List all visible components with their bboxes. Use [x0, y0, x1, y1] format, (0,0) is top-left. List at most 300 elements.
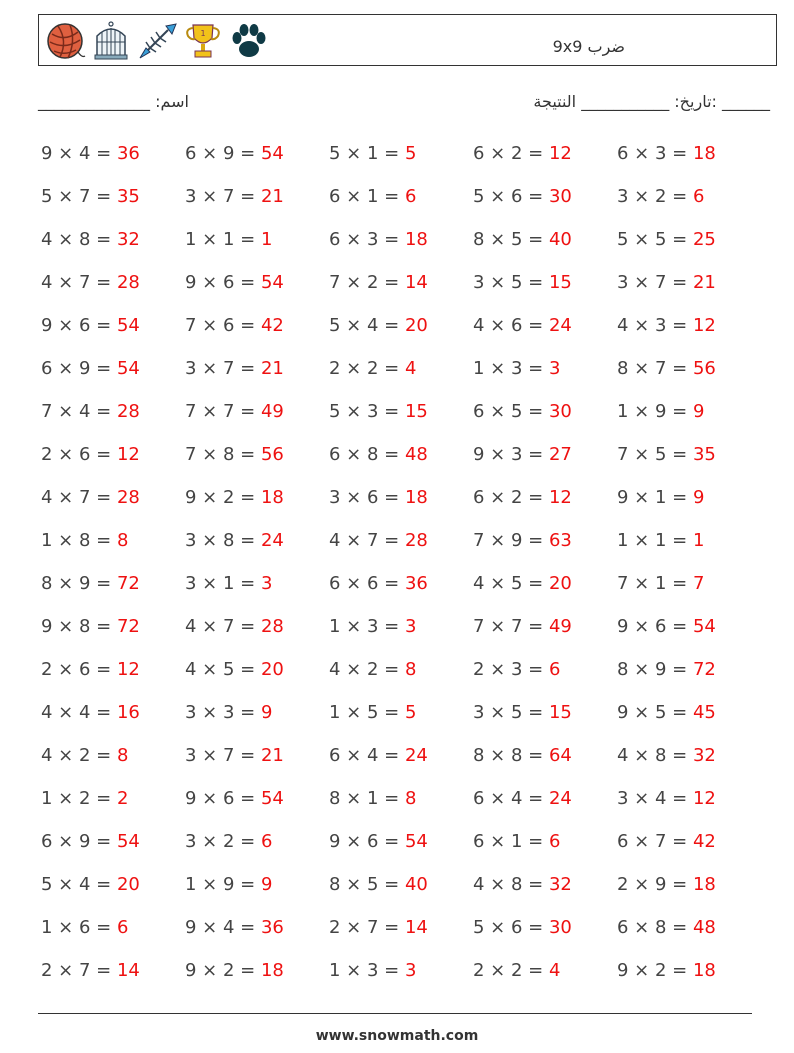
problem-answer: 28: [260, 616, 284, 637]
problem-item: [329, 691, 416, 734]
problem-answer: 20: [404, 315, 428, 336]
problem-item: [473, 820, 560, 863]
problem-item: [329, 132, 416, 175]
problem-answer: 9: [692, 487, 705, 508]
problem-item: [41, 218, 140, 261]
problem-answer: 64: [548, 745, 572, 766]
problem-question: 3 × 7 =: [185, 186, 261, 207]
problem-answer: 49: [260, 401, 284, 422]
svg-text:1: 1: [200, 29, 206, 38]
problem-item: [473, 562, 572, 605]
problem-answer: 21: [260, 358, 284, 379]
problem-item: [617, 863, 716, 906]
problem-answer: 36: [260, 917, 284, 938]
problem-item: [41, 691, 140, 734]
problem-question: 1 × 8 =: [41, 530, 117, 551]
problem-answer: 56: [692, 358, 716, 379]
problem-answer: 18: [260, 960, 284, 981]
problem-question: 5 × 6 =: [473, 917, 549, 938]
problem-question: 8 × 7 =: [617, 358, 693, 379]
problem-item: [185, 562, 272, 605]
problem-item: [185, 390, 284, 433]
problem-answer: 12: [116, 659, 140, 680]
problem-question: 7 × 9 =: [473, 530, 549, 551]
problem-item: [41, 433, 140, 476]
problem-item: [473, 304, 572, 347]
problem-answer: 54: [260, 272, 284, 293]
problem-question: 9 × 8 =: [41, 616, 117, 637]
problem-item: [41, 949, 140, 992]
problem-answer: 6: [404, 186, 417, 207]
problem-item: [473, 691, 572, 734]
problem-question: 9 × 4 =: [185, 917, 261, 938]
problem-item: [41, 347, 140, 390]
problem-question: 9 × 6 =: [185, 788, 261, 809]
problem-answer: 30: [548, 917, 572, 938]
problem-question: 7 × 2 =: [329, 272, 405, 293]
problem-question: 4 × 7 =: [41, 272, 117, 293]
problem-answer: 54: [260, 788, 284, 809]
problem-item: [617, 261, 716, 304]
problem-item: [41, 476, 140, 519]
problem-item: [185, 433, 284, 476]
problem-answer: 48: [404, 444, 428, 465]
problem-question: 9 × 2 =: [185, 960, 261, 981]
header-icons: [44, 20, 270, 62]
problem-item: [185, 304, 284, 347]
problem-item: [329, 304, 428, 347]
problem-item: [185, 605, 284, 648]
problem-item: [185, 777, 284, 820]
problem-answer: 40: [548, 229, 572, 250]
problem-question: 7 × 6 =: [185, 315, 261, 336]
problem-question: 1 × 3 =: [329, 960, 405, 981]
problem-answer: 36: [116, 143, 140, 164]
problem-item: [41, 175, 140, 218]
problem-answer: 5: [404, 143, 417, 164]
bird-cage-icon: [90, 20, 132, 62]
problem-answer: 14: [404, 272, 428, 293]
problem-item: [329, 777, 416, 820]
problem-answer: 9: [260, 702, 273, 723]
problem-item: [185, 132, 284, 175]
problem-answer: 14: [404, 917, 428, 938]
worksheet-header: [38, 14, 777, 66]
footer-url: www.snowmath.com: [315, 1028, 479, 1044]
problem-answer: 40: [404, 874, 428, 895]
problem-item: [329, 261, 428, 304]
problem-question: 4 × 3 =: [617, 315, 693, 336]
problem-item: [41, 390, 140, 433]
problem-question: 8 × 5 =: [329, 874, 405, 895]
date-score-fields: ______ :تاريخ: ___________ النتيجة: [533, 92, 770, 111]
problem-item: [185, 261, 284, 304]
problem-question: 6 × 3 =: [617, 143, 693, 164]
problem-question: 9 × 2 =: [185, 487, 261, 508]
problem-item: [473, 433, 572, 476]
problem-item: [329, 390, 428, 433]
paw-print-icon: [228, 20, 270, 62]
problem-question: 1 × 2 =: [41, 788, 117, 809]
problem-item: [329, 519, 428, 562]
problem-item: [41, 734, 128, 777]
problem-answer: 2: [116, 788, 129, 809]
problem-question: 2 × 2 =: [329, 358, 405, 379]
problem-answer: 20: [548, 573, 572, 594]
problem-question: 5 × 6 =: [473, 186, 549, 207]
problem-question: 2 × 6 =: [41, 659, 117, 680]
problem-question: 6 × 9 =: [185, 143, 261, 164]
problem-question: 1 × 9 =: [617, 401, 693, 422]
problem-question: 1 × 1 =: [617, 530, 693, 551]
problem-item: [185, 519, 284, 562]
problem-answer: 12: [548, 143, 572, 164]
problem-item: [617, 433, 716, 476]
problem-answer: 54: [116, 358, 140, 379]
problem-question: 7 × 7 =: [473, 616, 549, 637]
problem-item: [617, 949, 716, 992]
problem-question: 6 × 2 =: [473, 487, 549, 508]
problem-item: [41, 132, 140, 175]
problem-question: 5 × 7 =: [41, 186, 117, 207]
fish-bone-icon: [136, 20, 178, 62]
problem-question: 6 × 4 =: [473, 788, 549, 809]
problem-question: 1 × 5 =: [329, 702, 405, 723]
problem-question: 7 × 5 =: [617, 444, 693, 465]
problem-answer: 3: [260, 573, 273, 594]
problem-question: 2 × 9 =: [617, 874, 693, 895]
problem-answer: 54: [260, 143, 284, 164]
problem-answer: 20: [260, 659, 284, 680]
problem-item: [473, 863, 572, 906]
problem-item: [617, 132, 716, 175]
problem-item: [41, 777, 128, 820]
problem-answer: 32: [548, 874, 572, 895]
problem-item: [617, 605, 716, 648]
problem-question: 4 × 8 =: [617, 745, 693, 766]
problem-answer: 18: [260, 487, 284, 508]
problem-answer: 25: [692, 229, 716, 250]
problem-question: 9 × 4 =: [41, 143, 117, 164]
problem-answer: 63: [548, 530, 572, 551]
problem-question: 3 × 5 =: [473, 272, 549, 293]
problem-answer: 15: [404, 401, 428, 422]
problem-question: 4 × 2 =: [329, 659, 405, 680]
problem-answer: 28: [404, 530, 428, 551]
problem-question: 7 × 4 =: [41, 401, 117, 422]
problem-question: 3 × 2 =: [185, 831, 261, 852]
problem-answer: 15: [548, 702, 572, 723]
problem-answer: 21: [260, 745, 284, 766]
problem-item: [473, 390, 572, 433]
problem-question: 4 × 4 =: [41, 702, 117, 723]
problem-item: [473, 347, 560, 390]
problem-item: [329, 648, 416, 691]
problem-answer: 35: [116, 186, 140, 207]
problem-item: [185, 820, 272, 863]
problem-answer: 48: [692, 917, 716, 938]
problem-item: [329, 863, 428, 906]
problem-question: 6 × 2 =: [473, 143, 549, 164]
problem-question: 4 × 7 =: [185, 616, 261, 637]
problem-answer: 21: [260, 186, 284, 207]
problem-answer: 3: [548, 358, 561, 379]
problem-question: 3 × 3 =: [185, 702, 261, 723]
problem-item: [185, 949, 284, 992]
problem-item: [329, 347, 416, 390]
problem-question: 6 × 8 =: [617, 917, 693, 938]
problem-question: 3 × 7 =: [185, 358, 261, 379]
problem-item: [617, 347, 716, 390]
problem-answer: 24: [404, 745, 428, 766]
problem-question: 3 × 7 =: [617, 272, 693, 293]
problem-question: 4 × 6 =: [473, 315, 549, 336]
problem-item: [617, 734, 716, 777]
problem-item: [473, 734, 572, 777]
problem-item: [329, 906, 428, 949]
problem-answer: 35: [692, 444, 716, 465]
problem-question: 4 × 2 =: [41, 745, 117, 766]
problem-answer: 21: [692, 272, 716, 293]
problem-item: [473, 777, 572, 820]
problem-answer: 3: [404, 960, 417, 981]
problem-question: 6 × 1 =: [473, 831, 549, 852]
problem-item: [185, 218, 272, 261]
problem-answer: 4: [404, 358, 417, 379]
problem-answer: 6: [692, 186, 705, 207]
problem-item: [617, 390, 704, 433]
problem-question: 6 × 7 =: [617, 831, 693, 852]
problem-item: [617, 820, 716, 863]
problem-answer: 24: [548, 788, 572, 809]
problem-question: 6 × 5 =: [473, 401, 549, 422]
problem-question: 9 × 2 =: [617, 960, 693, 981]
problem-answer: 1: [692, 530, 705, 551]
problem-answer: 24: [260, 530, 284, 551]
problem-item: [617, 777, 716, 820]
problem-item: [185, 863, 272, 906]
problem-answer: 18: [692, 874, 716, 895]
problem-item: [617, 906, 716, 949]
problem-answer: 54: [404, 831, 428, 852]
trophy-icon: [182, 20, 224, 62]
problem-answer: 30: [548, 401, 572, 422]
problem-answer: 6: [116, 917, 129, 938]
problem-question: 6 × 3 =: [329, 229, 405, 250]
problem-item: [329, 734, 428, 777]
problem-answer: 6: [548, 659, 561, 680]
problem-item: [617, 218, 716, 261]
problem-item: [617, 648, 716, 691]
problem-answer: 32: [116, 229, 140, 250]
problem-item: [329, 605, 416, 648]
problem-item: [473, 261, 572, 304]
problem-answer: 1: [260, 229, 273, 250]
problem-answer: 32: [692, 745, 716, 766]
problem-question: 5 × 1 =: [329, 143, 405, 164]
problem-question: 3 × 6 =: [329, 487, 405, 508]
problem-question: 9 × 6 =: [41, 315, 117, 336]
problem-item: [329, 218, 428, 261]
problem-question: 4 × 8 =: [41, 229, 117, 250]
problem-answer: 12: [692, 788, 716, 809]
problem-answer: 18: [692, 143, 716, 164]
problem-item: [185, 476, 284, 519]
problem-answer: 42: [692, 831, 716, 852]
problem-answer: 15: [548, 272, 572, 293]
worksheet-title: ضرب 9x9: [552, 37, 625, 56]
problem-question: 8 × 9 =: [41, 573, 117, 594]
problem-item: [185, 734, 284, 777]
problem-answer: 54: [116, 831, 140, 852]
problem-item: [473, 519, 572, 562]
problem-question: 5 × 3 =: [329, 401, 405, 422]
problem-item: [617, 562, 704, 605]
problem-question: 6 × 1 =: [329, 186, 405, 207]
problem-question: 2 × 3 =: [473, 659, 549, 680]
name-field: اسم: ______________: [38, 92, 189, 111]
problem-answer: 9: [260, 874, 273, 895]
problem-item: [329, 820, 428, 863]
problem-item: [329, 949, 416, 992]
problem-item: [185, 648, 284, 691]
problem-answer: 72: [692, 659, 716, 680]
problem-question: 1 × 6 =: [41, 917, 117, 938]
problem-answer: 49: [548, 616, 572, 637]
problem-question: 3 × 1 =: [185, 573, 261, 594]
problem-answer: 24: [548, 315, 572, 336]
problem-answer: 54: [116, 315, 140, 336]
problem-question: 2 × 2 =: [473, 960, 549, 981]
problem-answer: 8: [116, 745, 129, 766]
problem-question: 3 × 2 =: [617, 186, 693, 207]
problem-item: [473, 476, 572, 519]
problem-question: 7 × 8 =: [185, 444, 261, 465]
problem-answer: 18: [404, 229, 428, 250]
problem-question: 1 × 3 =: [473, 358, 549, 379]
problem-item: [185, 906, 284, 949]
problem-item: [473, 605, 572, 648]
problem-item: [41, 605, 140, 648]
problem-answer: 12: [116, 444, 140, 465]
problem-answer: 18: [692, 960, 716, 981]
problem-answer: 18: [404, 487, 428, 508]
problem-item: [473, 132, 572, 175]
problem-question: 3 × 5 =: [473, 702, 549, 723]
problem-answer: 8: [116, 530, 129, 551]
problem-item: [617, 691, 716, 734]
problem-item: [41, 261, 140, 304]
problem-question: 6 × 9 =: [41, 358, 117, 379]
problem-item: [41, 820, 140, 863]
problem-question: 2 × 7 =: [329, 917, 405, 938]
problem-answer: 30: [548, 186, 572, 207]
problem-question: 3 × 4 =: [617, 788, 693, 809]
problem-item: [617, 175, 704, 218]
problem-answer: 14: [116, 960, 140, 981]
problem-item: [617, 476, 704, 519]
problem-answer: 4: [548, 960, 561, 981]
problem-question: 4 × 8 =: [473, 874, 549, 895]
problem-answer: 72: [116, 616, 140, 637]
problem-answer: 42: [260, 315, 284, 336]
problem-item: [185, 347, 284, 390]
problem-question: 6 × 8 =: [329, 444, 405, 465]
problem-item: [185, 175, 284, 218]
problem-answer: 5: [404, 702, 417, 723]
problem-answer: 3: [404, 616, 417, 637]
problem-item: [329, 175, 416, 218]
problem-answer: 36: [404, 573, 428, 594]
problem-question: 3 × 8 =: [185, 530, 261, 551]
problem-item: [185, 691, 272, 734]
problem-item: [473, 175, 572, 218]
problem-question: 9 × 5 =: [617, 702, 693, 723]
problem-question: 4 × 5 =: [473, 573, 549, 594]
problem-answer: 27: [548, 444, 572, 465]
problem-answer: 28: [116, 401, 140, 422]
problem-item: [329, 476, 428, 519]
problem-question: 9 × 6 =: [329, 831, 405, 852]
problem-question: 6 × 9 =: [41, 831, 117, 852]
problem-answer: 9: [692, 401, 705, 422]
problem-item: [41, 562, 140, 605]
problem-item: [329, 433, 428, 476]
problem-answer: 54: [692, 616, 716, 637]
problem-answer: 6: [548, 831, 561, 852]
problem-question: 7 × 7 =: [185, 401, 261, 422]
problem-question: 1 × 1 =: [185, 229, 261, 250]
problem-question: 5 × 4 =: [41, 874, 117, 895]
problem-question: 9 × 1 =: [617, 487, 693, 508]
problem-item: [41, 863, 140, 906]
problem-question: 2 × 7 =: [41, 960, 117, 981]
problem-item: [329, 562, 428, 605]
problem-item: [617, 519, 704, 562]
problem-question: 1 × 3 =: [329, 616, 405, 637]
problem-item: [473, 949, 560, 992]
problem-answer: 16: [116, 702, 140, 723]
problem-item: [473, 906, 572, 949]
problem-item: [617, 304, 716, 347]
problem-item: [473, 218, 572, 261]
problem-answer: 45: [692, 702, 716, 723]
problem-question: 9 × 3 =: [473, 444, 549, 465]
problem-answer: 72: [116, 573, 140, 594]
problem-question: 8 × 9 =: [617, 659, 693, 680]
problem-answer: 28: [116, 272, 140, 293]
problem-answer: 56: [260, 444, 284, 465]
problem-item: [41, 648, 140, 691]
problem-item: [41, 906, 128, 949]
ball-of-yarn-icon: [44, 20, 86, 62]
problem-question: 4 × 7 =: [329, 530, 405, 551]
problem-answer: 8: [404, 788, 417, 809]
problem-question: 9 × 6 =: [617, 616, 693, 637]
problem-question: 6 × 6 =: [329, 573, 405, 594]
problem-question: 8 × 5 =: [473, 229, 549, 250]
problem-question: 4 × 7 =: [41, 487, 117, 508]
problem-question: 8 × 8 =: [473, 745, 549, 766]
problem-answer: 6: [260, 831, 273, 852]
problem-answer: 28: [116, 487, 140, 508]
problem-question: 9 × 6 =: [185, 272, 261, 293]
problem-question: 6 × 4 =: [329, 745, 405, 766]
problem-answer: 8: [404, 659, 417, 680]
problem-item: [41, 304, 140, 347]
problem-answer: 12: [548, 487, 572, 508]
problem-question: 5 × 4 =: [329, 315, 405, 336]
